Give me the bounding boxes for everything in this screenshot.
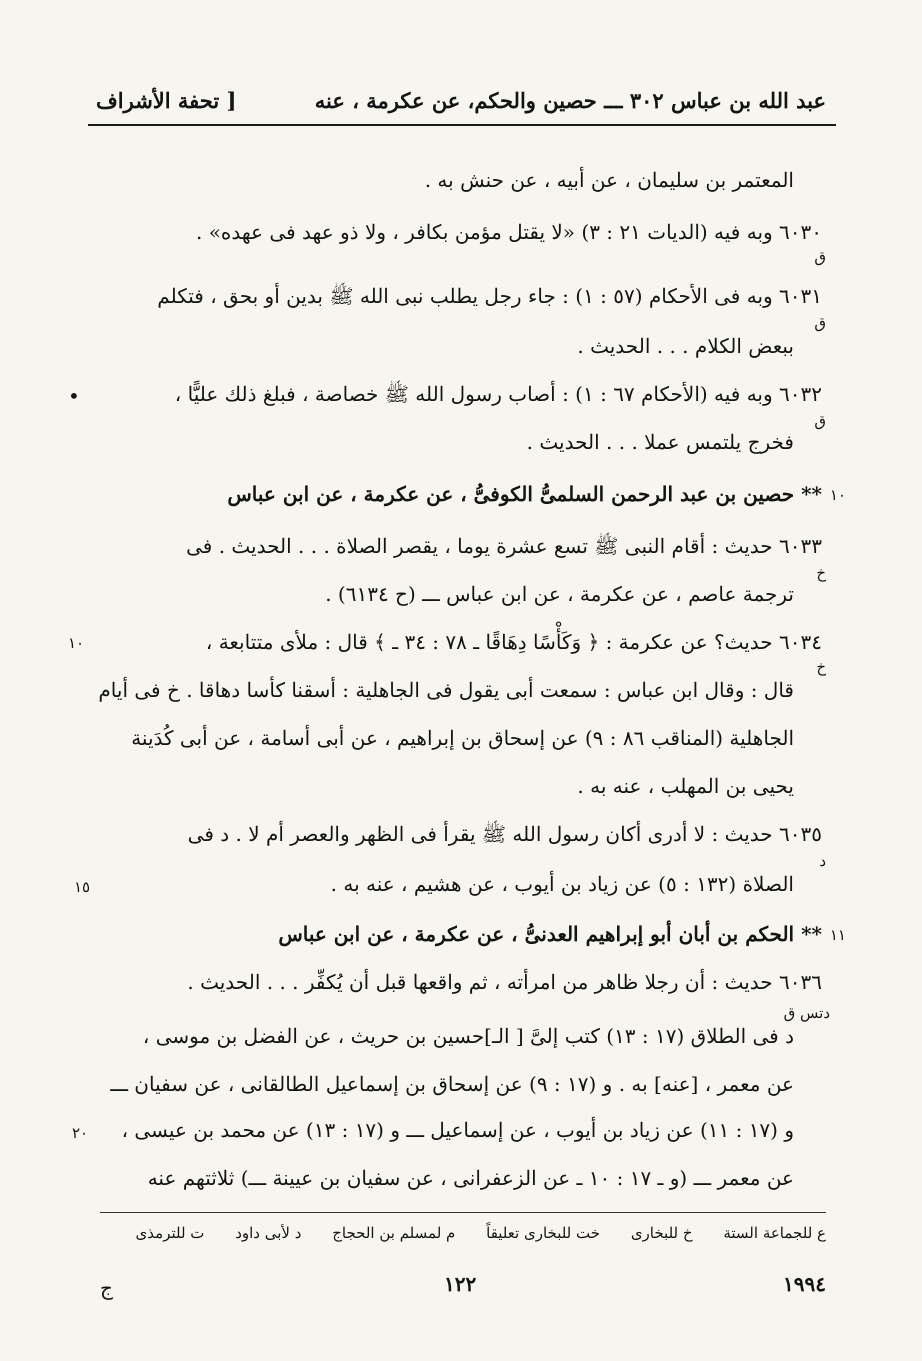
sigla-key-item: ت للترمذى	[135, 1224, 205, 1242]
page-number: ١٢٢	[444, 1272, 477, 1296]
entry-6033: ٦٠٣٣ حديث : أقام النبى ﷺ تسع عشرة يوما ، يقصر الصلاة . . . الحديث . فى	[186, 534, 822, 558]
siglum: دتس ق	[783, 1004, 830, 1022]
section-heading: ** الحكم بن أبان أبو إبراهيم العدنىُّ ، عن عكرمة ، عن ابن عباس	[278, 922, 822, 946]
footer-year: ١٩٩٤	[783, 1272, 826, 1296]
text-line: د فى الطلاق (١٧ : ١٣) كتب إلىَّ [ الـ]حسين بن حريث ، عن الفضل بن موسى ،	[142, 1024, 794, 1048]
margin-number: ١٠	[68, 634, 85, 652]
entry-6031: ٦٠٣١ وبه فى الأحكام (٥٧ : ١) : جاء رجل يطلب نبى الله ﷺ بدين أو بحق ، فتكلم	[157, 284, 822, 308]
text-line: قال : وقال ابن عباس : سمعت أبى يقول فى الجاهلية : أسقنا كأسا دهاقا . خ فى أيام	[98, 678, 794, 702]
siglum: خ	[816, 658, 826, 676]
entry-6032: ٦٠٣٢ وبه فيه (الأحكام ٦٧ : ١) : أصاب رسول الله ﷺ خصاصة ، فبلغ ذلك عليًّا ،	[174, 382, 822, 406]
margin-number: ١١	[829, 926, 846, 944]
sigla-key-item: د لأبى داود	[235, 1224, 302, 1242]
sigla-key-item: م لمسلم بن الحجاج	[332, 1224, 456, 1242]
sigla-key-item: خ للبخارى	[630, 1224, 693, 1242]
entry-6036: ٦٠٣٦ حديث : أن رجلا ظاهر من امرأته ، ثم واقعها قبل أن يُكفِّر . . . الحديث .	[187, 970, 822, 994]
running-header-right: عبد الله بن عباس ٣٠٢ ـــ حصين والحكم، عن عكرمة ، عنه	[314, 88, 826, 113]
text-line: يحيى بن المهلب ، عنه به .	[577, 774, 794, 798]
sigla-key	[110, 1224, 826, 1242]
running-header-left: [ تحفة الأشراف	[96, 88, 237, 113]
sigla-key-item: خت للبخارى تعليقاً	[486, 1224, 601, 1242]
margin-number: ١٥	[74, 878, 91, 896]
siglum: ق	[814, 412, 826, 430]
text-line: عن معمر ـــ (و ـ ١٧ : ١٠ ـ عن الزعفرانى ، عن سفيان بن عيينة ـــ) ثلاثتهم عنه	[147, 1166, 794, 1190]
entry-6034: ٦٠٣٤ حديث؟ عن عكرمة : ﴿ وَكَأْسًا دِهَاقًا ـ ٧٨ : ٣٤ ـ ﴾ قال : ملأى متتابعة ،	[205, 630, 822, 654]
siglum: خ	[816, 564, 826, 582]
text-line: و (١٧ : ١١) عن زياد بن أيوب ، عن إسماعيل ـــ و (١٧ : ١٣) عن محمد بن عيسى ،	[121, 1118, 794, 1142]
section-heading: ** حصين بن عبد الرحمن السلمىُّ الكوفىُّ ، عن عكرمة ، عن ابن عباس	[227, 482, 822, 506]
sigla-key-item: ع للجماعة الستة	[723, 1224, 826, 1242]
siglum: ق	[814, 248, 826, 266]
entry-6030: ٦٠٣٠ وبه فيه (الديات ٢١ : ٣) «لا يقتل مؤمن بكافر ، ولا ذو عهد فى عهده» .	[195, 220, 822, 244]
text-line: الجاهلية (المناقب ٨٦ : ٩) عن إسحاق بن إبراهيم ، عن أبى أسامة ، عن أبى كُدَينة	[131, 726, 794, 750]
text-line: فخرج يلتمس عملا . . . الحديث .	[526, 430, 794, 454]
siglum: د	[819, 852, 826, 870]
text-line: ببعض الكلام . . . الحديث .	[577, 334, 794, 358]
text-line: المعتمر بن سليمان ، عن أبيه ، عن حنش به .	[424, 168, 794, 192]
margin-number: ٢٠	[72, 1124, 89, 1142]
siglum: ق	[814, 314, 826, 332]
text-line: الصلاة (١٣٢ : ٥) عن زياد بن أيوب ، عن هشيم ، عنه به .	[330, 872, 794, 896]
text-line: عن معمر ، [عنه] به . و (١٧ : ٩) عن إسحاق بن إسماعيل الطالقانى ، عن سفيان ـــ	[110, 1072, 794, 1096]
header-rule	[88, 124, 836, 126]
footer-volume-letter: ج	[100, 1276, 113, 1300]
footnote-rule	[100, 1212, 826, 1213]
bullet-mark: •	[68, 384, 80, 408]
entry-6035: ٦٠٣٥ حديث : لا أدرى أكان رسول الله ﷺ يقرأ فى الظهر والعصر أم لا . د فى	[187, 822, 822, 846]
margin-number: ١٠	[829, 486, 846, 504]
text-line: ترجمة عاصم ، عن عكرمة ، عن ابن عباس ـــ (ح ٦١٣٤) .	[325, 582, 794, 606]
